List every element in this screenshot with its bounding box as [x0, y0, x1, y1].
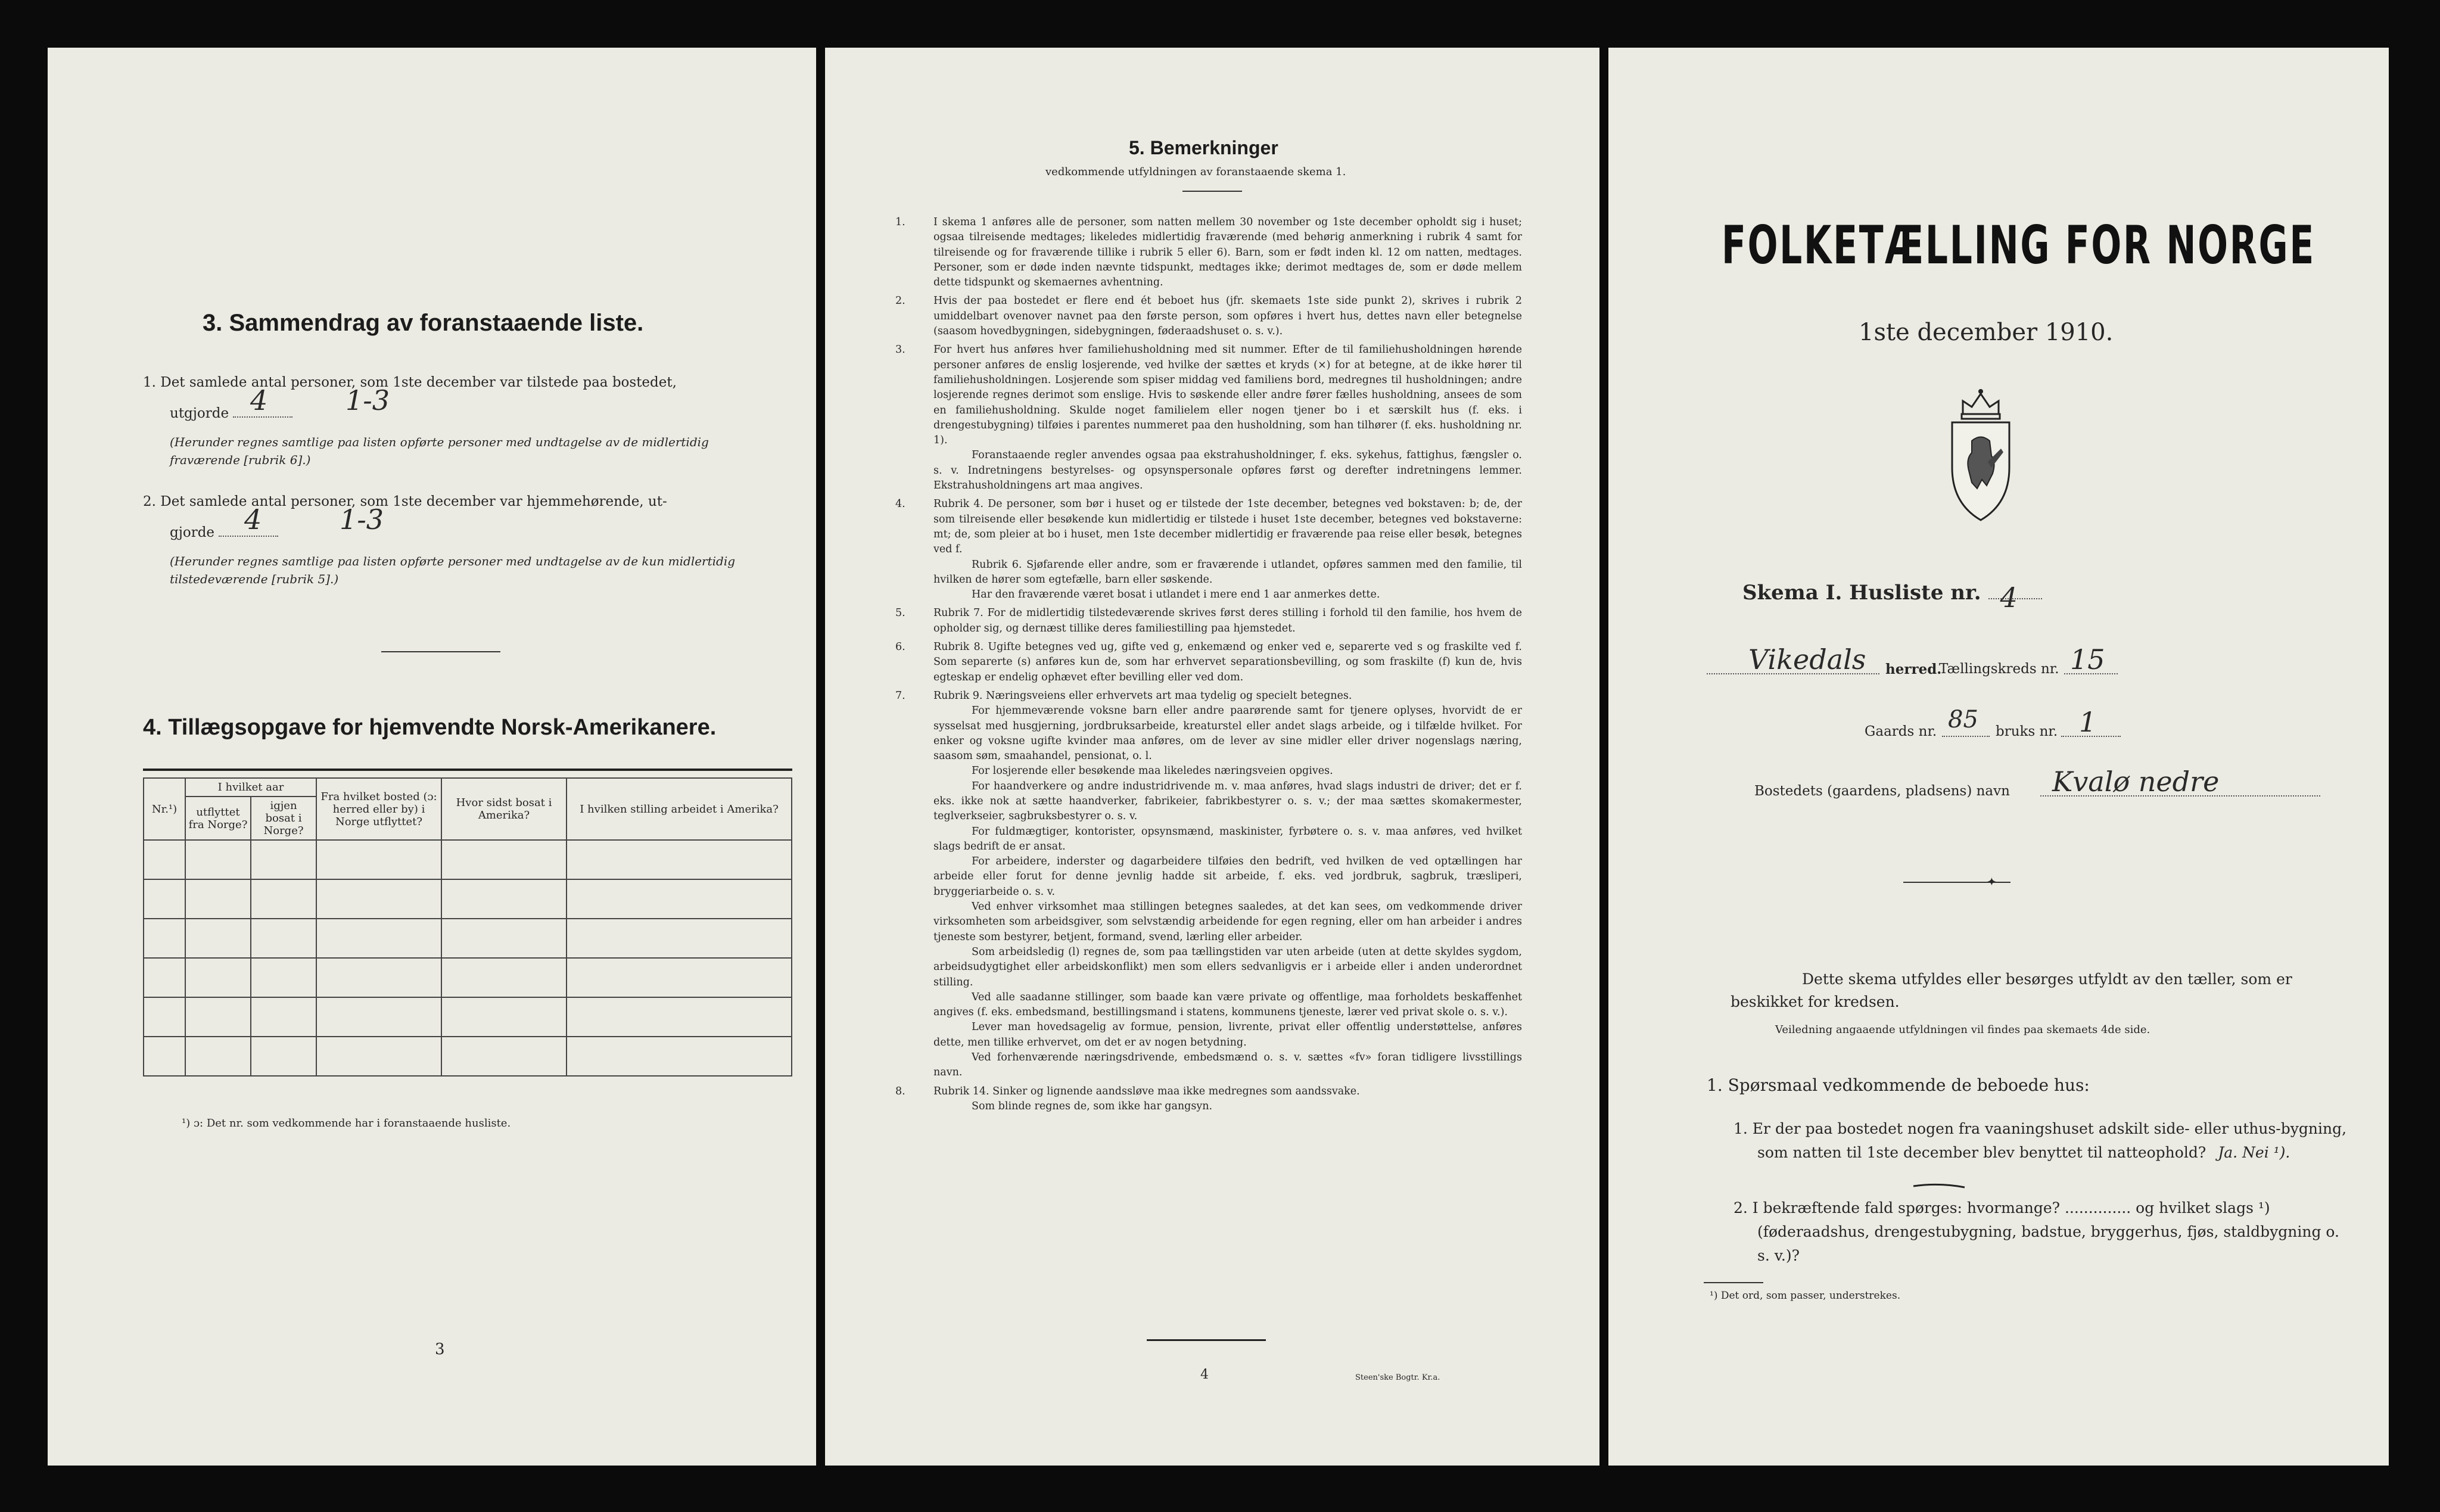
- remark-text: For haandverkere og andre industridrivende m. v. maa anføres, hvad slags industri de driver; det er f. eks. ikke nok at sætte haandverker, fabrikeier, fabrikbestyrer o. s. v.; der maa sættes skomakermester, teglverkseier, sagbruksbestyrer o. s. v.: [933, 780, 1522, 823]
- census-date: 1ste december 1910.: [1859, 319, 2114, 346]
- remark-text: For hvert hus anføres hver familiehusholdning med sit nummer. Efter de til familiehusholdningen hørende personer anføres de enslig losjerende, ved hvilke der sættes et kryds (×) for at betegne, at de ikke hører til familiehusholdningen. Losjerende som spiser middag ved familiens bord, medregnes til husholdningen; andre losjerende regnes derimot som enslige. Hvis to søskende eller andre fører fælles husholdning, ansees de som en familiehusholdning. Skulde noget familielem eller nogen tjener bo i et særskilt hus (f. eks. i drengestubygning) tilføies i parentes nummeret paa den husholdning, som han tilhører (f. eks. husholdning nr. 1).: [933, 344, 1522, 447]
- intro-text: Dette skema utfyldes eller besørges utfyldt av den tæller, som er beskikket for kredsen.: [1731, 970, 2292, 1010]
- summary-item-1-sub: (Herunder regnes samtlige paa listen opførte personer med undtagelse av de midlertidig fraværende [rubrik 6].): [170, 435, 709, 467]
- table-footnote: ¹) ɔ: Det nr. som vedkommende har i foranstaaende husliste.: [182, 1117, 511, 1130]
- schema-label: Skema I. Husliste nr.: [1742, 581, 1981, 605]
- remark-text: For fuldmægtiger, kontorister, opsynsmænd, maskinister, fyrbøtere o. s. v. maa anføres, ved hvilket slags bedrift de er ansat.: [933, 825, 1522, 853]
- remark-number: 3.: [895, 344, 905, 356]
- table-row: [144, 958, 792, 997]
- summary-item-1-value: 4: [250, 384, 268, 416]
- gaards-label: Gaards nr.: [1865, 724, 1937, 739]
- remark-text: For arbeidere, inderster og dagarbeidere tilføies den bedrift, ved hvilken de ved optællingen har arbeide eller forut for denne jevnlig hadde sit arbeide, f. eks. ved jordbruk, sagbruk, træsliperi, bryggeriarbeide o. s. v.: [933, 855, 1522, 898]
- col-year: I hvilket aar: [185, 778, 316, 797]
- section-4-heading: 4. Tillægsopgave for hjemvendte Norsk-Amerikanere.: [143, 715, 717, 740]
- question-2-detail: (føderaadshus, drengestubygning, badstue, bryggerhus, fjøs, staldbygning o. s. v.)?: [1757, 1223, 2339, 1264]
- summary-item-1-text: 1. Det samlede antal personer, som 1ste december var tilstede paa bostedet,: [143, 375, 677, 390]
- remark-item: [914, 587, 1522, 602]
- remark-text: Som arbeidsledig (l) regnes de, som paa tællingstiden var uten arbeide (uten at dette skyldes sygdom, arbeidsudygtighet eller arbeidskonflikt) men som ellers sedvanligvis er i arbeide eller i anden underordnet stilling.: [933, 945, 1522, 988]
- remark-item: [914, 764, 1522, 779]
- remark-text: Hvis der paa bostedet er flere end ét beboet hus (jfr. skemaets 1ste side punkt 2), skrives i rubrik 2 umiddelbart ovenover navnet paa den første person, som opføres i hvert hus, dettes navn eller betegnelse (saasom hovedbygningen, sidebygningen, føderaadshuset o. s. v.).: [933, 295, 1522, 338]
- remark-number: 6.: [895, 641, 905, 654]
- divider: [381, 651, 500, 652]
- question-2-text: 2. I bekræftende fald spørges: hvormange? .............. og hvilket slags ¹): [1733, 1199, 2270, 1217]
- question-heading: 1. Spørsmaal vedkommende de beboede hus:: [1707, 1075, 2090, 1095]
- remark-number: 8.: [895, 1085, 905, 1097]
- summary-item-1: [143, 372, 792, 469]
- remark-text: Foranstaaende regler anvendes ogsaa paa ekstrahusholdninger, f. eks. sykehus, fattighus, fængsler o. s. v. Indretningens bestyrelses- og opsynspersonale opføres først og derefter indretningens lemmer. Ekstrahusholdningens art maa angives.: [933, 449, 1522, 492]
- col-returned: igjen bosat i Norge?: [251, 797, 316, 840]
- remarks-list: [895, 211, 1522, 1114]
- remark-item: [895, 606, 1522, 636]
- page-three: [48, 48, 816, 1466]
- remark-item: [895, 640, 1522, 685]
- question-2: [1733, 1196, 2347, 1268]
- remark-text: I skema 1 anføres alle de personer, som natten mellem 30 november og 1ste december opholdt sig i huset; ogsaa tilreisende medtages; likeledes midlertidig fraværende (med behørig anmerkning i rubrik 4 samt for tilreisende og for fraværende tillike i rubrik 5 eller 6). Barn, som er født inden kl. 12 om natten, medtages. Personer, som er døde inden nævnte tidspunkt, medtages ikke; derimot medtages de, som er døde mellem dette tidspunkt og skemaernes avhentning.: [933, 216, 1522, 289]
- bruks-value: 1: [2079, 706, 2097, 738]
- remark-number: 4.: [895, 498, 905, 511]
- remark-text: Rubrik 9. Næringsveiens eller erhvervets art maa tydelig og specielt betegnes.: [933, 689, 1352, 702]
- table-row: [144, 919, 792, 958]
- remark-item: [895, 1084, 1522, 1099]
- gaards-value: 85: [1948, 706, 1978, 733]
- col-from: Fra hvilket bosted (ɔ: herred eller by) i Norge utflyttet?: [316, 778, 441, 840]
- remark-item: [914, 945, 1522, 990]
- printer-mark: Steen'ske Bogtr. Kr.a.: [1355, 1373, 1440, 1382]
- remark-item: [914, 900, 1522, 945]
- summary-item-2-label: gjorde: [170, 525, 215, 540]
- page-one: [1608, 48, 2389, 1466]
- question-1-text: 1. Er der paa bostedet nogen fra vaaningshuset adskilt side- eller uthus-bygning, som natten til 1ste december blev benyttet til natteophold?: [1733, 1120, 2347, 1161]
- page-number: 4: [1200, 1367, 1209, 1382]
- summary-item-1-note: 1-3: [346, 384, 390, 416]
- ornament-icon: ✦: [1987, 875, 1997, 889]
- krets-value: 15: [2070, 643, 2105, 676]
- question-1-answer: Ja. Nei ¹).: [2218, 1144, 2290, 1161]
- bosted-line: [1754, 766, 2350, 807]
- remark-item: [914, 1099, 1522, 1114]
- remark-number: 5.: [895, 607, 905, 620]
- summary-item-2-sub: (Herunder regnes samtlige paa listen opførte personer med undtagelse av de kun midlertidig tilstedeværende [rubrik 5].): [170, 554, 736, 586]
- section-3-heading: 3. Sammendrag av foranstaaende liste.: [203, 310, 644, 336]
- table-row: [144, 997, 792, 1037]
- remark-item: [914, 990, 1522, 1021]
- col-nr: Nr.¹): [144, 778, 185, 840]
- remark-item: [914, 1050, 1522, 1081]
- remark-text: For losjerende eller besøkende maa likeledes næringsveien opgives.: [972, 765, 1333, 777]
- remark-text: Rubrik 8. Ugifte betegnes ved ug, gifte ved g, enkemænd og enker ved e, separerte ved s og fraskilte ved f. Som separerte (s) anføres kun de, som har erhvervet separationsbevilling, og som fraskilte (f) kun de, hvis egteskap er endelig ophævet efter bevilling eller ved dom.: [933, 641, 1522, 683]
- summary-item-2-text: 2. Det samlede antal personer, som 1ste december var hjemmehørende, ut-: [143, 494, 667, 509]
- table-row: [144, 879, 792, 919]
- remark-item: [914, 704, 1522, 764]
- summary-item-2: [143, 491, 792, 588]
- remark-item: [914, 854, 1522, 900]
- remark-text: Rubrik 7. For de midlertidig tilstedeværende skrives først deres stilling i forhold til den familie, hos hvem de opholder sig, og dernæst tillike deres familiestilling paa hjemstedet.: [933, 607, 1522, 634]
- col-where: Hvor sidst bosat i Amerika?: [441, 778, 567, 840]
- remark-number: 2.: [895, 295, 905, 307]
- coat-of-arms-icon: [1939, 384, 2022, 527]
- herred-line: [1707, 643, 2368, 685]
- remark-text: Rubrik 6. Sjøfarende eller andre, som er fraværende i utlandet, opføres sammen med den familie, til hvilken de hører som egtefælle, barn eller søskende.: [933, 558, 1522, 586]
- summary-item-2-note: 1-3: [340, 503, 384, 536]
- table-row: [144, 840, 792, 879]
- remark-number: 7.: [895, 689, 905, 702]
- gaards-line: [1865, 706, 2341, 748]
- bosted-value: Kvalø nedre: [2052, 766, 2220, 798]
- krets-label: Tællingskreds nr.: [1939, 661, 2059, 677]
- remark-text: Ved enhver virksomhet maa stillingen betegnes saaledes, at det kan sees, om vedkommende driver virksomheten som arbeidsgiver, som selvstændig arbeidende for egen regning, eller om han arbeider i andres tjeneste som bestyrer, betjent, formand, svend, lærling eller arbeider.: [933, 901, 1522, 943]
- remark-text: Rubrik 4. De personer, som bør i huset og er tilstede der 1ste december, betegnes ved bokstaven: b; de, der som tilreisende eller besøkende kun midlertidig er tilstede i huset 1ste december, betegnes ved bokstaverne: mt; de, som pleier at bo i huset, men 1ste december midlertidig er fraværende paa reise eller besøk, betegnes ved f.: [933, 498, 1522, 556]
- remark-text: Som blinde regnes de, som ikke har gangsyn.: [972, 1100, 1213, 1112]
- remark-number: 1.: [895, 216, 905, 228]
- page-four: [825, 48, 1599, 1466]
- answer-underline-icon: [1912, 1183, 1966, 1190]
- remarks-heading: 5. Bemerkninger: [1129, 137, 1278, 158]
- remark-text: Har den fraværende været bosat i utlandet i mere end 1 aar anmerkes dette.: [972, 589, 1380, 601]
- remark-text: Lever man hovedsagelig av formue, pension, livrente, privat eller offentlig understøttelse, anføres dette, men tillike erhvervet, om det er av nogen betydning.: [933, 1021, 1522, 1049]
- page-number: 3: [435, 1340, 445, 1358]
- bruks-label: bruks nr.: [1996, 724, 2058, 739]
- remark-item: [895, 215, 1522, 290]
- remark-item: [895, 689, 1522, 704]
- question-1: [1733, 1117, 2347, 1165]
- herred-value: Vikedals: [1748, 643, 1866, 676]
- census-title: FOLKETÆLLING FOR NORGE: [1722, 214, 2315, 276]
- bosted-label: Bostedets (gaardens, pladsens) navn: [1754, 783, 2010, 799]
- col-position: I hvilken stilling arbeidet i Amerika?: [567, 778, 792, 840]
- remark-item: [895, 343, 1522, 448]
- norsk-amerikanere-table: [143, 777, 792, 1077]
- summary-item-1-label: utgjorde: [170, 406, 229, 421]
- remark-item: [914, 558, 1522, 588]
- remarks-subheading: vedkommende utfyldningen av foranstaaende skema 1.: [1045, 166, 1346, 178]
- remark-text: For hjemmeværende voksne barn eller andre paarørende samt for tjenere oplyses, hvorvidt de er sysselsat med husgjerning, jordbruksarbeide, kreaturstel eller andet slags arbeide, og i tilfælde hvilket. For enker og voksne ugifte kvinder maa anføres, om de lever av sine midler eller driver nogenslags næring, saasom søm, smaahandel, pensionat, o. l.: [933, 705, 1522, 763]
- remark-item: [914, 825, 1522, 855]
- remark-item: [914, 448, 1522, 493]
- remark-item: [914, 1020, 1522, 1050]
- remark-item: [895, 497, 1522, 557]
- intro-guide: Veiledning angaaende utfyldningen vil findes paa skemaets 4de side.: [1775, 1023, 2150, 1036]
- schema-value: 4: [2000, 581, 2018, 614]
- col-emigrated: utflyttet fra Norge?: [185, 797, 251, 840]
- schema-line: [1742, 581, 2042, 614]
- summary-item-2-value: 4: [244, 503, 262, 536]
- table-row: [144, 1037, 792, 1076]
- remark-text: Ved alle saadanne stillinger, som baade kan være private og offentlige, maa forholdets beskaffenhet angives (f. eks. embedsmand, bestillingsmand i statens, kommunens tjeneste, lærer ved privat skole o. s. v.).: [933, 991, 1522, 1019]
- herred-label: herred.: [1885, 661, 1942, 677]
- page1-footnote: ¹) Det ord, som passer, understrekes.: [1710, 1290, 1901, 1302]
- remark-item: [914, 779, 1522, 825]
- remark-text: Ved forhenværende næringsdrivende, embedsmænd o. s. v. sættes «fv» foran tidligere livsstillings navn.: [933, 1051, 1522, 1079]
- remark-text: Rubrik 14. Sinker og lignende aandssløve maa ikke medregnes som aandssvake.: [933, 1085, 1360, 1097]
- remark-item: [895, 294, 1522, 339]
